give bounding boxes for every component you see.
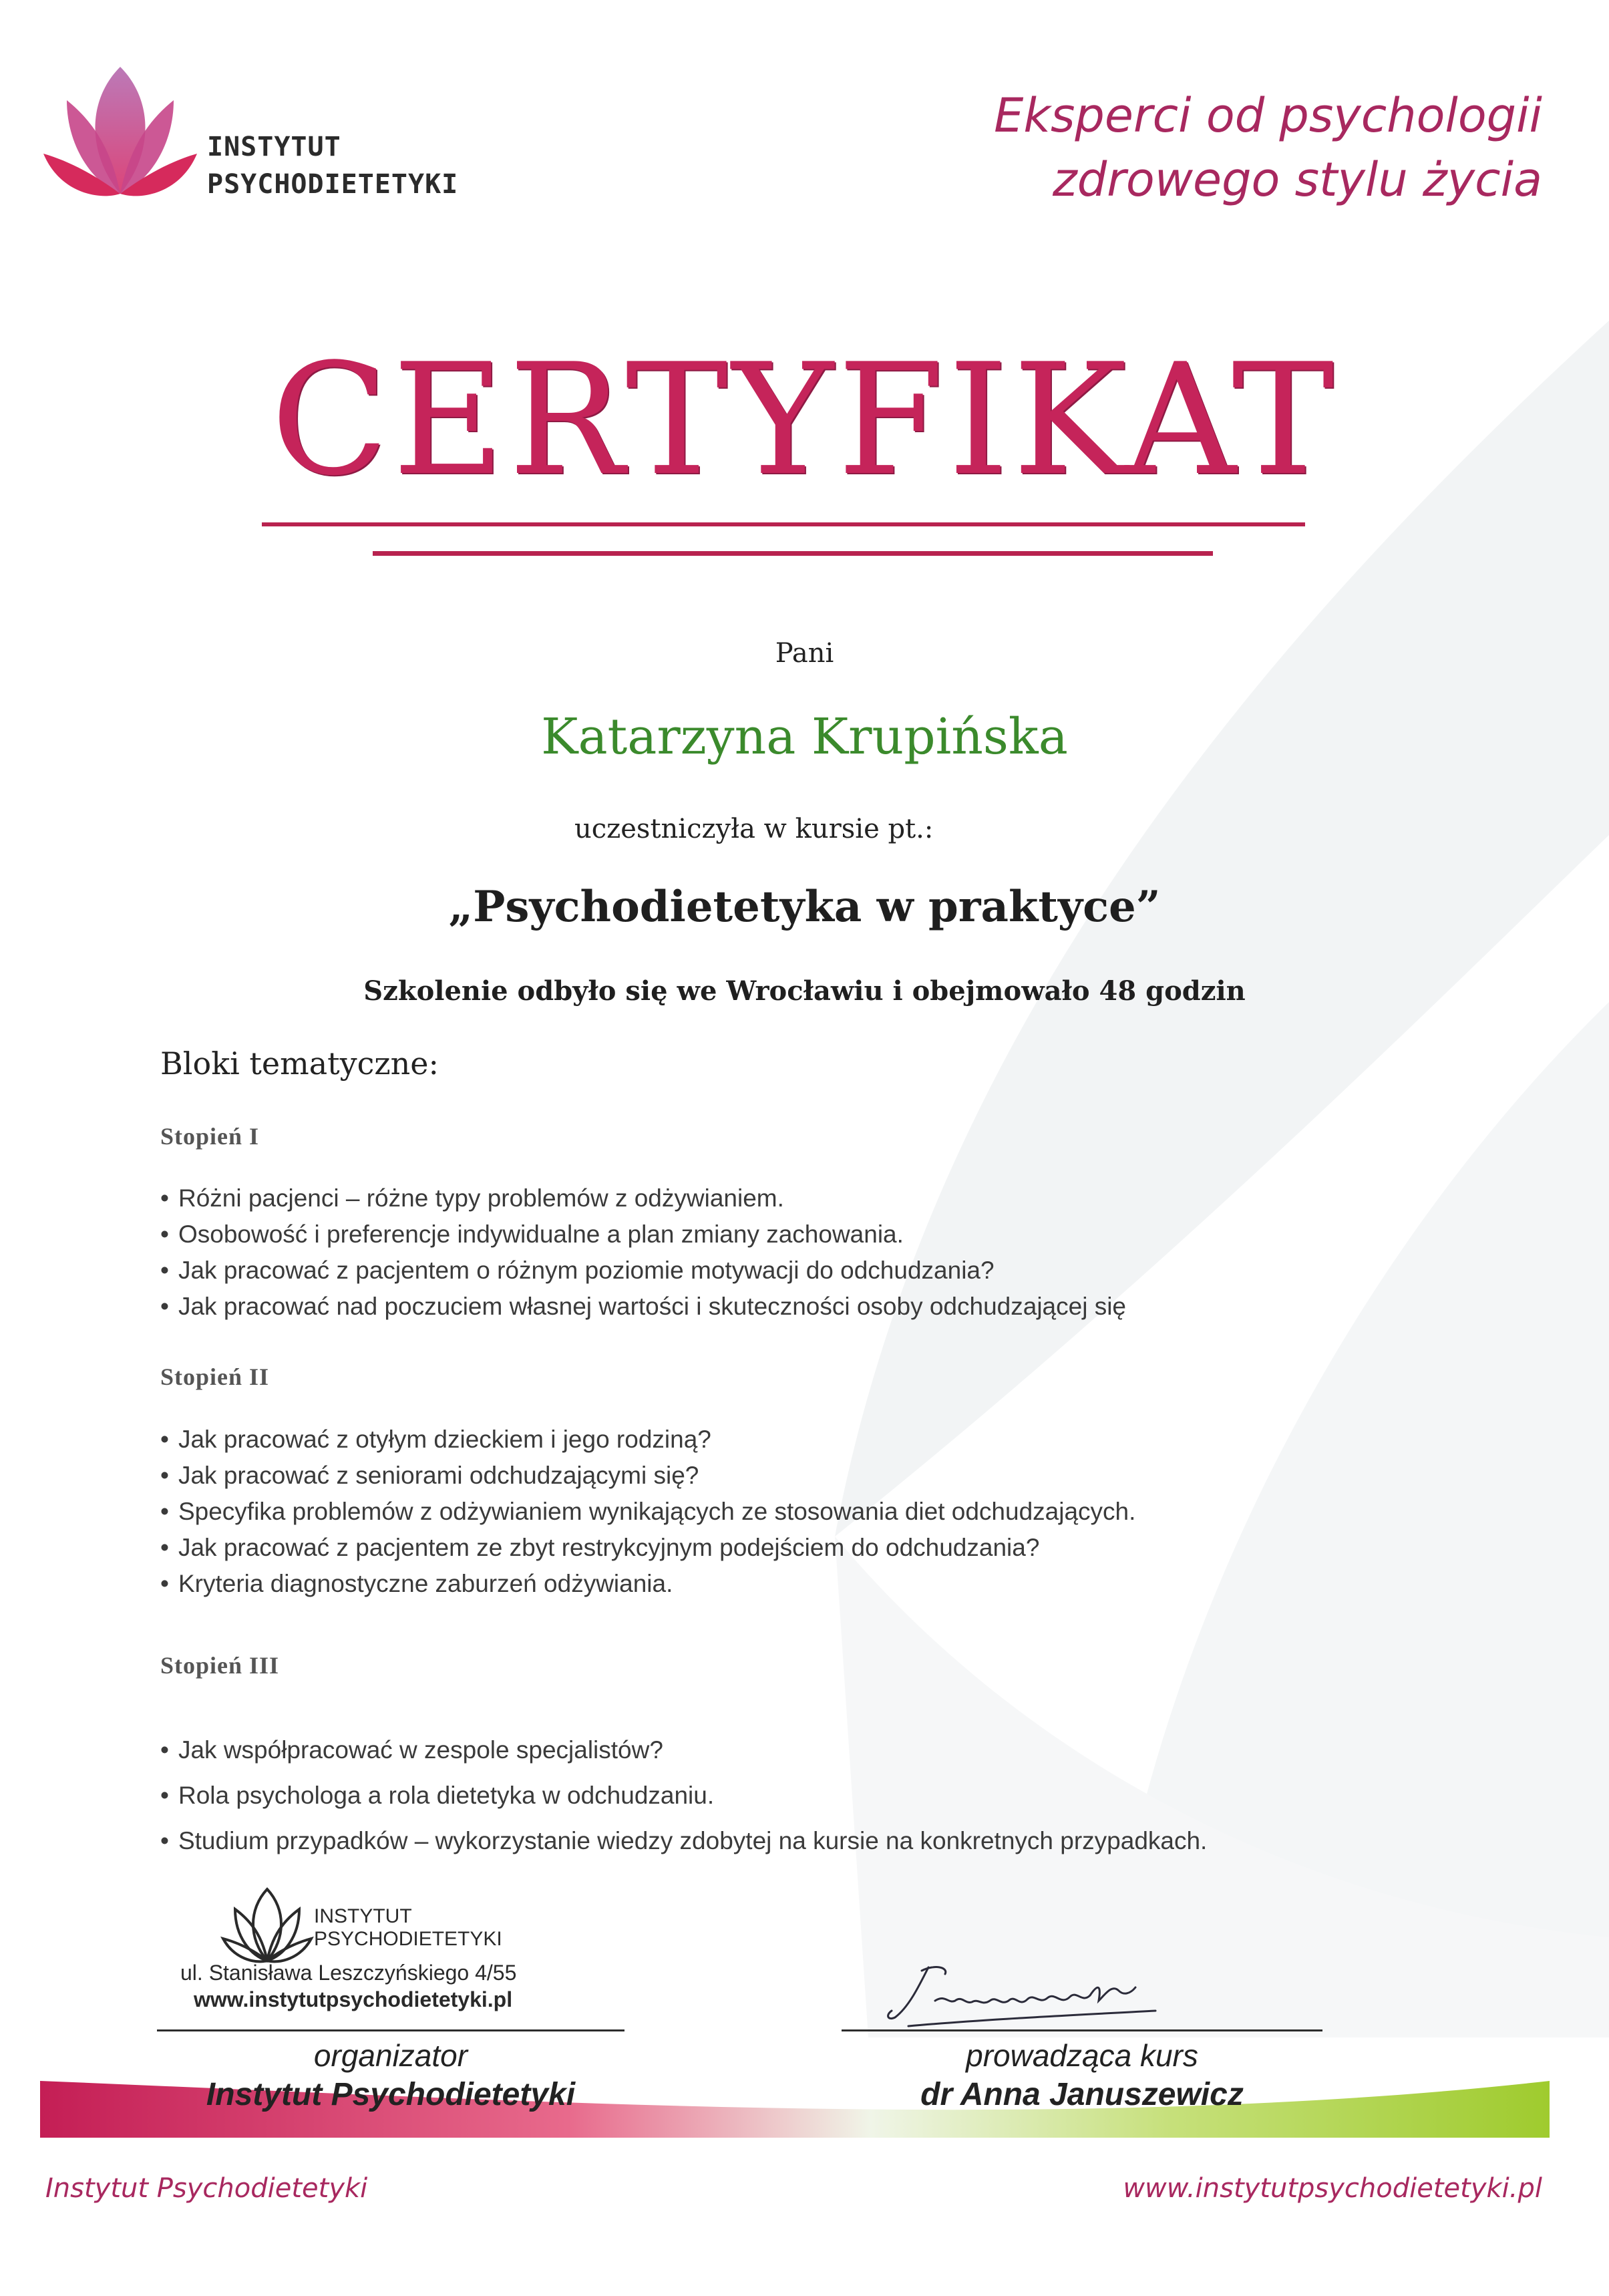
organizer-signature-line	[157, 2029, 624, 2031]
footer-institute-name: Instytut Psychodietetyki	[45, 2173, 368, 2204]
list-item: • Studium przypadków – wykorzystanie wiedzy zdobytej na kursie na konkretnych przypadkach.	[160, 1818, 1207, 1864]
footer-website-link[interactable]: www.instytutpsychodietetyki.pl	[1123, 2173, 1542, 2204]
logo-line1: INSTYTUT	[207, 132, 341, 162]
stamp-address: ul. Stanisława Leszczyńskiego 4/55	[180, 1961, 517, 1985]
list-item: • Jak pracować z pacjentem ze zbyt restrykcyjnym podejściem do odchudzania?	[160, 1530, 1135, 1566]
course-summary: Szkolenie odbyło się we Wrocławiu i obejmowało 48 godzin	[363, 975, 1246, 1007]
instructor-signature-line	[842, 2029, 1322, 2031]
stamp-website: www.instytutpsychodietetyki.pl	[194, 1987, 513, 2011]
level-heading: Stopień I	[160, 1123, 260, 1150]
level-3-topic-list	[160, 1728, 1207, 1864]
stamp-line2: PSYCHODIETETYKI	[314, 1928, 502, 1950]
participation-text: uczestniczyła w kursie pt.:	[574, 814, 934, 844]
course-title: „Psychodietetyka w praktyce”	[448, 882, 1161, 932]
salutation: Pani	[775, 638, 834, 669]
organizer-role: organizator	[313, 2038, 468, 2073]
lotus-logo-icon	[40, 60, 200, 207]
title-rule-lower	[373, 551, 1213, 556]
list-item: • Różni pacjenci – różne typy problemów z odżywianiem.	[160, 1180, 1126, 1216]
recipient-name: Katarzyna Krupińska	[541, 708, 1068, 766]
list-item: • Jak pracować nad poczuciem własnej wartości i skuteczności osoby odchudzającej się	[160, 1289, 1126, 1325]
tagline	[874, 84, 1542, 212]
logo-line2: PSYCHODIETETYKI	[207, 169, 459, 200]
list-item: • Jak pracować z seniorami odchudzającymi się?	[160, 1458, 1135, 1494]
instructor-name: dr Anna Januszewicz	[920, 2077, 1244, 2112]
level-heading: Stopień III	[160, 1652, 280, 1679]
list-item: • Jak współpracować w zespole specjalistów?	[160, 1728, 1207, 1773]
blocks-heading: Bloki tematyczne:	[160, 1045, 439, 1082]
title-rule-upper	[262, 522, 1305, 526]
logo-wordmark	[207, 128, 458, 203]
organizer-name: Instytut Psychodietetyki	[206, 2077, 576, 2112]
certificate-title: CERTYFIKAT	[271, 331, 1338, 510]
list-item: • Rola psychologa a rola dietetyka w odchudzaniu.	[160, 1773, 1207, 1818]
list-item: • Kryteria diagnostyczne zaburzeń odżywiania.	[160, 1566, 1135, 1602]
list-item: • Specyfika problemów z odżywianiem wynikających ze stosowania diet odchudzających.	[160, 1494, 1135, 1530]
level-heading: Stopień II	[160, 1363, 270, 1390]
stamp-institute-name	[314, 1905, 502, 1951]
tagline-line1: Eksperci od psychologii	[994, 88, 1542, 143]
handwritten-signature	[882, 1954, 1169, 2034]
level-1-topic-list	[160, 1180, 1126, 1325]
stamp-lotus-icon	[220, 1884, 314, 1967]
stamp-line1: INSTYTUT	[314, 1905, 412, 1927]
list-item: • Osobowość i preferencje indywidualne a plan zmiany zachowania.	[160, 1216, 1126, 1253]
list-item: • Jak pracować z pacjentem o różnym poziomie motywacji do odchudzania?	[160, 1253, 1126, 1289]
level-2-topic-list	[160, 1422, 1135, 1602]
instructor-role: prowadząca kurs	[966, 2038, 1198, 2073]
tagline-line2: zdrowego stylu życia	[1052, 152, 1542, 207]
list-item: • Jak pracować z otyłym dzieckiem i jego rodziną?	[160, 1422, 1135, 1458]
